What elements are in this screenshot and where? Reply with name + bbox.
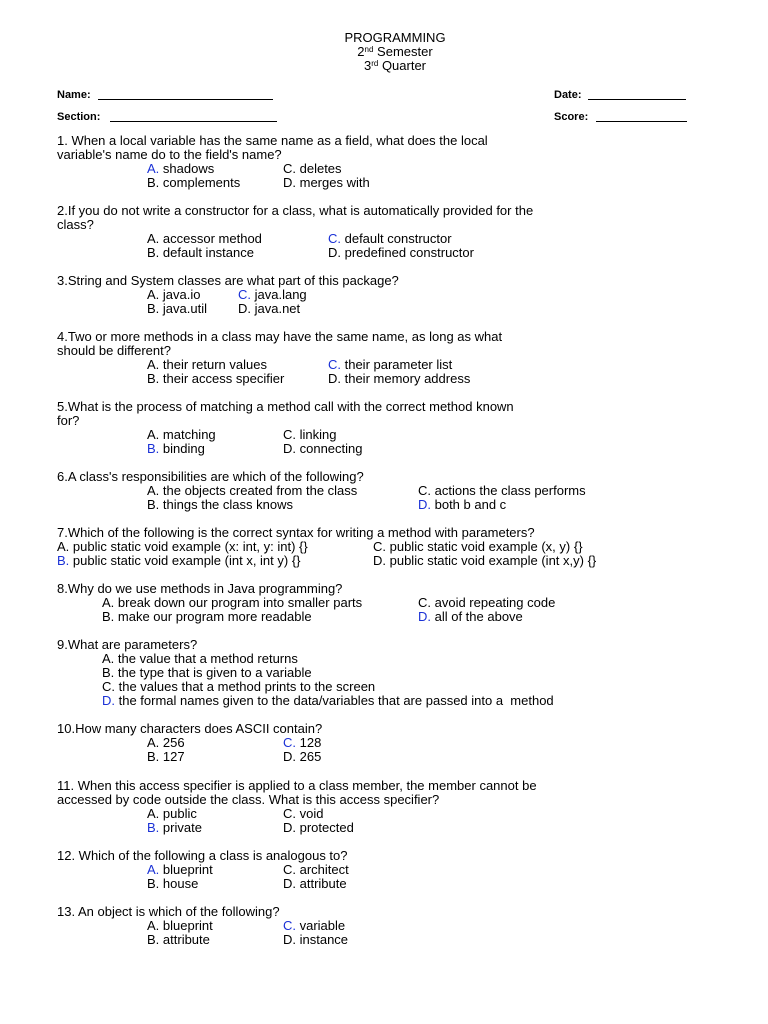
choice-letter: B. — [147, 932, 160, 947]
choice-letter: B. — [147, 301, 160, 316]
choice-text: make our program more readable — [114, 609, 312, 624]
choice-text: both b and c — [431, 497, 507, 512]
name-label: Name: — [57, 89, 91, 101]
question-11-text: 11. When this access specifier is applied to a class member, the member cannot be — [57, 778, 537, 793]
question-5-text: 5.What is the process of matching a method call with the correct method known — [57, 399, 514, 414]
choice-letter: B. — [147, 245, 160, 260]
choice-letter: D. — [283, 441, 296, 456]
quarter-label: 3rd Quarter — [363, 58, 427, 73]
choice-text: their memory address — [341, 371, 471, 386]
choice-text: architect — [296, 862, 349, 877]
choice-letter: C. — [283, 918, 296, 933]
question-5-choice-d — [283, 442, 363, 456]
choice-letter: D. — [102, 693, 115, 708]
question-8-choice-d — [418, 610, 523, 624]
question-6-choice-b — [147, 498, 293, 512]
question-11-choice-c — [283, 807, 323, 821]
question-9-choice-b — [102, 666, 312, 680]
question-2-text: class? — [57, 217, 94, 232]
choice-text: binding — [159, 441, 205, 456]
choice-letter: B. — [147, 749, 160, 764]
question-1-choice-b — [147, 176, 240, 190]
question-10-choice-c — [283, 736, 321, 750]
question-7-choice-b — [57, 554, 301, 568]
date-field[interactable] — [588, 99, 686, 100]
choice-text: the objects created from the class — [159, 483, 358, 498]
question-6-choice-a — [147, 484, 357, 498]
question-9-choice-c — [102, 680, 375, 694]
choice-letter: D. — [283, 932, 296, 947]
choice-letter: A. — [147, 357, 160, 372]
choice-letter: D. — [283, 175, 296, 190]
choice-letter: A. — [102, 651, 115, 666]
choice-letter: C. — [328, 231, 341, 246]
question-8-text: 8.Why do we use methods in Java programming? — [57, 581, 343, 596]
choice-text: blueprint — [159, 862, 213, 877]
choice-text: public static void example (x, y) {} — [386, 539, 583, 554]
choice-text: accessor method — [159, 231, 262, 246]
question-7-choice-a — [57, 540, 308, 554]
date-label: Date: — [554, 89, 582, 101]
choice-letter: D. — [328, 245, 341, 260]
choice-text: their access specifier — [159, 371, 285, 386]
choice-letter: C. — [418, 595, 431, 610]
choice-letter: A. — [147, 427, 160, 442]
choice-text: complements — [159, 175, 241, 190]
question-12-choice-c — [283, 863, 349, 877]
choice-text: house — [159, 876, 199, 891]
choice-text: public static void example (x: int, y: int) {} — [69, 539, 308, 554]
choice-letter: A. — [147, 287, 160, 302]
choice-letter: B. — [147, 876, 160, 891]
choice-letter: C. — [373, 539, 386, 554]
choice-letter: D. — [238, 301, 251, 316]
question-3-choice-b — [147, 302, 207, 316]
choice-text: protected — [296, 820, 354, 835]
choice-text: 256 — [159, 735, 185, 750]
question-5-choice-c — [283, 428, 336, 442]
choice-letter: B. — [147, 441, 160, 456]
question-11-text: accessed by code outside the class. What is this access specifier? — [57, 792, 440, 807]
choice-letter: A. — [57, 539, 70, 554]
choice-text: actions the class performs — [431, 483, 586, 498]
question-2-text: 2.If you do not write a constructor for a class, what is automatically provided for the — [57, 203, 534, 218]
choice-text: public — [159, 806, 197, 821]
question-5-choice-b — [147, 442, 205, 456]
question-7-text: 7.Which of the following is the correct syntax for writing a method with parameters? — [57, 525, 535, 540]
question-4-text: should be different? — [57, 343, 171, 358]
choice-text: the type that is given to a variable — [114, 665, 312, 680]
choice-letter: D. — [328, 371, 341, 386]
section-label: Section: — [57, 111, 101, 123]
question-13-choice-c — [283, 919, 345, 933]
score-field[interactable] — [596, 121, 687, 122]
choice-text: avoid repeating code — [431, 595, 556, 610]
question-7-choice-d — [373, 554, 596, 568]
question-1-choice-c — [283, 162, 342, 176]
choice-text: instance — [296, 932, 349, 947]
choice-text: all of the above — [431, 609, 523, 624]
choice-letter: C. — [418, 483, 431, 498]
choice-text: void — [296, 806, 324, 821]
choice-text: variable — [296, 918, 346, 933]
question-2-choice-b — [147, 246, 254, 260]
question-5-choice-a — [147, 428, 216, 442]
choice-text: public static void example (int x, int y) {} — [69, 553, 301, 568]
choice-text: the value that a method returns — [114, 651, 298, 666]
choice-letter: B. — [147, 820, 160, 835]
question-12-choice-d — [283, 877, 347, 891]
choice-letter: B. — [147, 371, 160, 386]
choice-letter: D. — [283, 876, 296, 891]
choice-text: java.net — [251, 301, 301, 316]
question-6-choice-c — [418, 484, 586, 498]
question-12-text: 12. Which of the following a class is analogous to? — [57, 848, 348, 863]
choice-letter: B. — [102, 665, 115, 680]
question-4-choice-c — [328, 358, 452, 372]
choice-letter: B. — [147, 497, 160, 512]
choice-text: the values that a method prints to the screen — [115, 679, 376, 694]
question-6-choice-d — [418, 498, 506, 512]
question-3-text: 3.String and System classes are what part of this package? — [57, 273, 399, 288]
choice-text: 128 — [296, 735, 322, 750]
choice-text: java.util — [159, 301, 207, 316]
choice-letter: C. — [283, 862, 296, 877]
choice-text: their parameter list — [341, 357, 453, 372]
choice-text: shadows — [159, 161, 215, 176]
score-label: Score: — [554, 111, 589, 123]
choice-text: private — [159, 820, 202, 835]
choice-letter: C. — [238, 287, 251, 302]
question-13-text: 13. An object is which of the following? — [57, 904, 280, 919]
choice-letter: C. — [283, 161, 296, 176]
choice-letter: D. — [373, 553, 386, 568]
question-10-choice-a — [147, 736, 185, 750]
choice-text: attribute — [296, 876, 347, 891]
choice-text: linking — [296, 427, 337, 442]
choice-text: things the class knows — [159, 497, 293, 512]
question-2-choice-c — [328, 232, 452, 246]
choice-letter: A. — [102, 595, 115, 610]
choice-letter: A. — [147, 231, 160, 246]
choice-letter: B. — [102, 609, 115, 624]
choice-text: default constructor — [341, 231, 452, 246]
choice-letter: D. — [418, 609, 431, 624]
choice-letter: A. — [147, 735, 160, 750]
choice-letter: A. — [147, 161, 160, 176]
question-3-choice-c — [238, 288, 307, 302]
question-8-choice-c — [418, 596, 555, 610]
choice-letter: C. — [283, 735, 296, 750]
choice-text: their return values — [159, 357, 267, 372]
question-9-text: 9.What are parameters? — [57, 637, 198, 652]
question-12-choice-b — [147, 877, 198, 891]
choice-text: connecting — [296, 441, 363, 456]
question-8-choice-a — [102, 596, 362, 610]
question-7-choice-c — [373, 540, 583, 554]
question-4-choice-d — [328, 372, 470, 386]
question-1-choice-d — [283, 176, 370, 190]
question-6-text: 6.A class's responsibilities are which of the following? — [57, 469, 364, 484]
question-4-choice-a — [147, 358, 267, 372]
question-1-choice-a — [147, 162, 214, 176]
choice-letter: C. — [283, 427, 296, 442]
question-4-choice-b — [147, 372, 284, 386]
question-9-choice-a — [102, 652, 298, 666]
question-2-choice-a — [147, 232, 262, 246]
question-11-choice-b — [147, 821, 202, 835]
choice-text: 127 — [159, 749, 185, 764]
choice-text: matching — [159, 427, 216, 442]
choice-text: attribute — [159, 932, 210, 947]
choice-text: default instance — [159, 245, 254, 260]
choice-letter: C. — [328, 357, 341, 372]
question-3-choice-d — [238, 302, 300, 316]
question-1-text: variable's name do to the field's name? — [57, 147, 282, 162]
choice-letter: A. — [147, 862, 160, 877]
question-10-choice-d — [283, 750, 321, 764]
choice-letter: A. — [147, 918, 160, 933]
choice-text: merges with — [296, 175, 370, 190]
question-1-text: 1. When a local variable has the same name as a field, what does the local — [57, 133, 488, 148]
question-13-choice-d — [283, 933, 348, 947]
choice-text: java.io — [159, 287, 201, 302]
question-4-text: 4.Two or more methods in a class may have the same name, as long as what — [57, 329, 503, 344]
question-11-choice-a — [147, 807, 197, 821]
choice-text: java.lang — [251, 287, 307, 302]
question-13-choice-b — [147, 933, 210, 947]
question-5-text: for? — [57, 413, 80, 428]
choice-letter: B. — [147, 175, 160, 190]
choice-text: the formal names given to the data/variables that are passed into a method — [115, 693, 554, 708]
choice-letter: D. — [283, 749, 296, 764]
choice-text: break down our program into smaller parts — [114, 595, 363, 610]
choice-letter: A. — [147, 483, 160, 498]
choice-letter: D. — [283, 820, 296, 835]
choice-text: public static void example (int x,y) {} — [386, 553, 597, 568]
choice-letter: D. — [418, 497, 431, 512]
question-3-choice-a — [147, 288, 201, 302]
question-12-choice-a — [147, 863, 213, 877]
question-9-choice-d — [102, 694, 554, 708]
choice-letter: C. — [102, 679, 115, 694]
choice-letter: B. — [57, 553, 70, 568]
question-10-text: 10.How many characters does ASCII contain? — [57, 721, 323, 736]
choice-text: 265 — [296, 749, 322, 764]
question-10-choice-b — [147, 750, 185, 764]
choice-text: deletes — [296, 161, 342, 176]
section-field[interactable] — [110, 121, 277, 122]
question-2-choice-d — [328, 246, 474, 260]
choice-letter: A. — [147, 806, 160, 821]
question-11-choice-d — [283, 821, 354, 835]
choice-letter: C. — [283, 806, 296, 821]
semester-label: 2nd Semester — [357, 44, 433, 59]
question-13-choice-a — [147, 919, 213, 933]
name-field[interactable] — [98, 99, 273, 100]
page-title: PROGRAMMING — [344, 30, 446, 45]
choice-text: blueprint — [159, 918, 213, 933]
choice-text: predefined constructor — [341, 245, 474, 260]
question-8-choice-b — [102, 610, 312, 624]
